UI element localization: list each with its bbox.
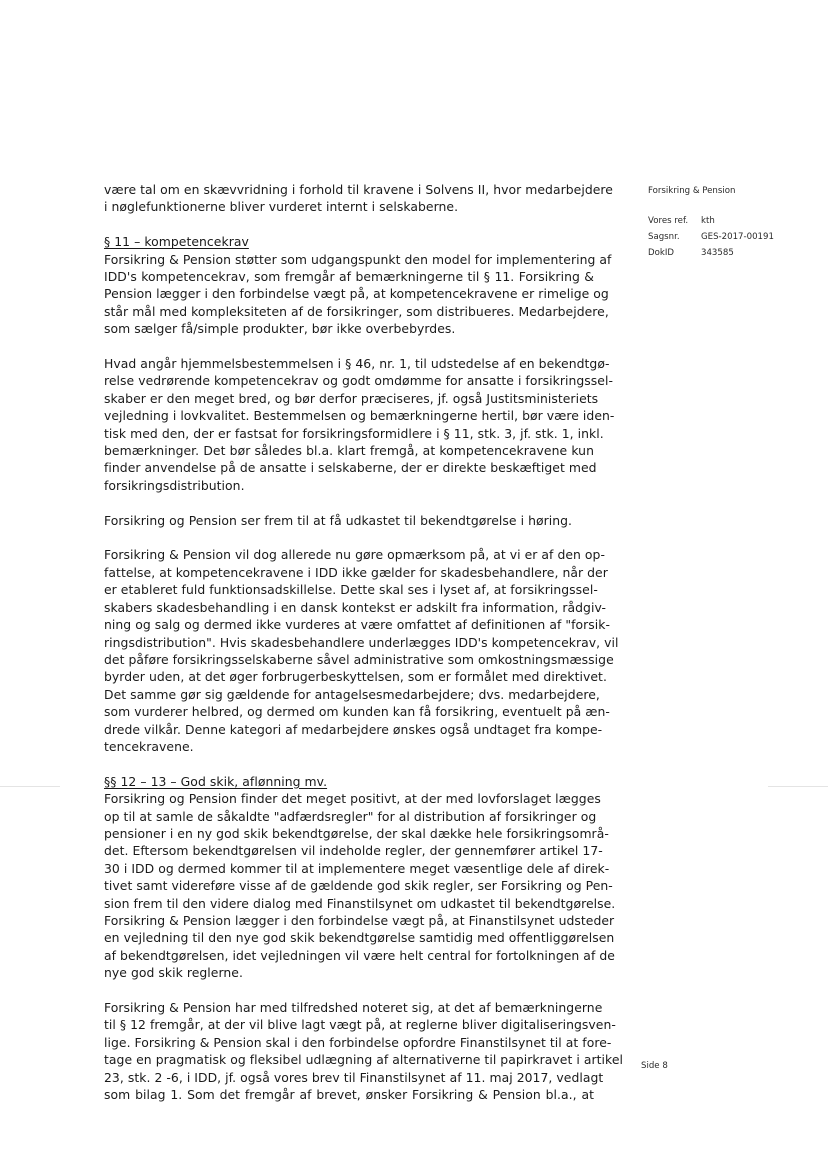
text-line: relse vedrørende kompetencekrav og godt omdømme for ansatte i forsikringssel- — [104, 373, 613, 389]
text-line: fattelse, at kompetencekravene i IDD ikke gælder for skadesbehandlere, når der — [104, 564, 608, 580]
section-heading: §§ 12 – 13 – God skik, aflønning mv. — [104, 773, 328, 789]
text-line: bemærkninger. Det bør således bl.a. klart fremgå, at kompetencekravene kun — [104, 443, 594, 459]
text-line: vejledning i lovkvalitet. Bestemmelsen og bemærkningerne hertil, bør være iden- — [104, 408, 615, 424]
reference-label: Sagsnr. — [648, 232, 680, 242]
text-line: byrder uden, at det øger forbrugerbeskyttelsen, som er formålet med direktivet. — [104, 669, 607, 685]
text-line: lige. Forsikring & Pension skal i den forbindelse opfordre Finanstilsynet til at fore- — [104, 1034, 612, 1050]
text-line: tisk med den, der er fastsat for forsikringsformidlere i § 11, stk. 3, jf. stk. 1, inkl. — [104, 425, 604, 441]
reference-label: Vores ref. — [648, 216, 689, 226]
text-line: sion frem til den videre dialog med Finanstilsynet om udkastet til bekendtgørelse. — [104, 895, 616, 911]
text-line: tage en pragmatisk og fleksibel udlægning af alternativerne til papirkravet i artikel — [104, 1052, 623, 1068]
text-line: skaber er den meget bred, og bør derfor præciseres, jf. også Justitsministeriets — [104, 390, 599, 406]
paragraph — [104, 546, 619, 755]
paragraph-gap — [104, 529, 594, 546]
text-line: 30 i IDD og dermed kommer til at implementere meget væsentlige dele af direk- — [104, 860, 610, 876]
text-line: finder anvendelse på de ansatte i selskaberne, der er direkte beskæftiget med — [104, 460, 597, 476]
text-line: af bekendtgørelsen, idet vejledningen vil være helt central for fortolkningen af de — [104, 947, 615, 963]
paragraph-gap — [104, 755, 594, 772]
text-line: drede vilkår. Denne kategori af medarbejdere ønskes også undtaget fra kompe- — [104, 721, 603, 737]
scan-edge-mark-left — [0, 786, 60, 787]
text-line: Forsikring og Pension ser frem til at få udkastet til bekendtgørelse i høring. — [104, 512, 573, 528]
text-line: som vurderer helbred, og dermed om kunden kan få forsikring, eventuelt på æn- — [104, 704, 610, 720]
section — [104, 233, 612, 337]
text-line: er etableret fuld funktionsadskillelse. Dette skal ses i lyset af, at forsikringssel- — [104, 582, 598, 598]
text-line: ning og salg og dermed ikke vurderes at være omfattet af definitionen af "forsik- — [104, 617, 611, 633]
reference-block — [648, 183, 774, 261]
text-line: tencekravene. — [104, 738, 194, 754]
text-line: Pension lægger i den forbindelse vægt på, at kompetencekravene er rimelige og — [104, 286, 609, 302]
reference-row-vores-ref — [648, 213, 774, 229]
page-number: Side 8 — [641, 1061, 668, 1071]
text-line: skabers skadesbehandling i en dansk kontekst er adskilt fra information, rådgiv- — [104, 599, 607, 615]
paragraph-gap — [104, 494, 594, 511]
text-line: det. Eftersom bekendtgørelsen vil indeholde regler, der gennemfører artikel 17- — [104, 843, 603, 859]
text-line: Forsikring & Pension vil dog allerede nu gøre opmærksom på, at vi er af den op- — [104, 547, 605, 563]
text-line: Forsikring & Pension lægger i den forbindelse vægt på, at Finanstilsynet udsteder — [104, 912, 615, 928]
text-line: som sælger få/simple produkter, bør ikke overbebyrdes. — [104, 321, 456, 337]
text-line: en vejledning til den nye god skik bekendtgørelse samtidig med offentliggørelsen — [104, 930, 615, 946]
text-line: Forsikring & Pension støtter som udgangspunkt den model for implementering af — [104, 251, 612, 267]
text-line: Forsikring og Pension finder det meget positivt, at der med lovforslaget lægges — [104, 791, 601, 807]
section-heading: § 11 – kompetencekrav — [104, 234, 249, 250]
paragraph-gap — [104, 982, 594, 999]
text-line: tivet samt videreføre visse af de gældende god skik regler, ser Forsikring og Pen- — [104, 878, 613, 894]
text-line: ringsdistribution". Hvis skadesbehandlere underlægges IDD's kompetencekrav, vil — [104, 634, 619, 650]
letter-body — [104, 181, 623, 1103]
text-line: Hvad angår hjemmelsbestemmelsen i § 46, nr. 1, til udstedelse af en bekendtgø- — [104, 356, 610, 372]
section — [104, 773, 616, 982]
text-line: pensioner i en ny god skik bekendtgørelse, der skal dække hele forsikringsområ- — [104, 825, 609, 841]
text-line: nye god skik reglerne. — [104, 965, 243, 981]
text-line: til § 12 fremgår, at der vil blive lagt vægt på, at reglerne bliver digitaliseringsven- — [104, 1017, 616, 1033]
paragraph-gap — [104, 216, 594, 233]
text-line: op til at samle de såkaldte "adfærdsregler" for al distribution af forsikringer og — [104, 808, 597, 824]
organization-name: Forsikring & Pension — [648, 186, 736, 196]
text-line: det påføre forsikringsselskaberne såvel administrative som omkostningsmæssige — [104, 651, 614, 667]
text-line: i nøglefunktionerne bliver vurderet internt i selskaberne. — [104, 199, 459, 215]
scan-edge-mark-right — [768, 786, 828, 787]
section-heading-line — [104, 773, 594, 790]
reference-value: 343585 — [701, 248, 734, 258]
text-line: Det samme gør sig gældende for antagelsesmedarbejdere; dvs. medarbejdere, — [104, 686, 600, 702]
text-line: som bilag 1. Som det fremgår af brevet, ønsker Forsikring & Pension bl.a., at — [104, 1087, 594, 1103]
reference-value: kth — [701, 216, 715, 226]
text-line: Forsikring & Pension har med tilfredshed noteret sig, at det af bemærkningerne — [104, 1000, 603, 1015]
paragraph-gap — [104, 338, 594, 355]
text-line: forsikringsdistribution. — [104, 477, 245, 493]
reference-row-dokid — [648, 245, 774, 261]
reference-value: GES-2017-00191 — [701, 232, 774, 242]
text-line: IDD's kompetencekrav, som fremgår af bemærkningerne til § 11. Forsikring & — [104, 269, 594, 285]
text-line: være tal om en skævvridning i forhold til kravene i Solvens II, hvor medarbejdere — [104, 182, 613, 197]
text-line: står mål med kompleksiteten af de forsikringer, som distribueres. Medarbejdere, — [104, 303, 609, 319]
paragraph — [104, 512, 594, 529]
paragraph — [104, 999, 623, 1103]
section-heading-line — [104, 233, 594, 250]
paragraph — [104, 181, 613, 216]
reference-label: DokID — [648, 248, 675, 258]
text-line: 23, stk. 2 -6, i IDD, jf. også vores brev til Finanstilsynet af 11. maj 2017, vedlagt — [104, 1069, 604, 1085]
reference-row-sagsnr — [648, 229, 774, 245]
paragraph — [104, 355, 615, 494]
